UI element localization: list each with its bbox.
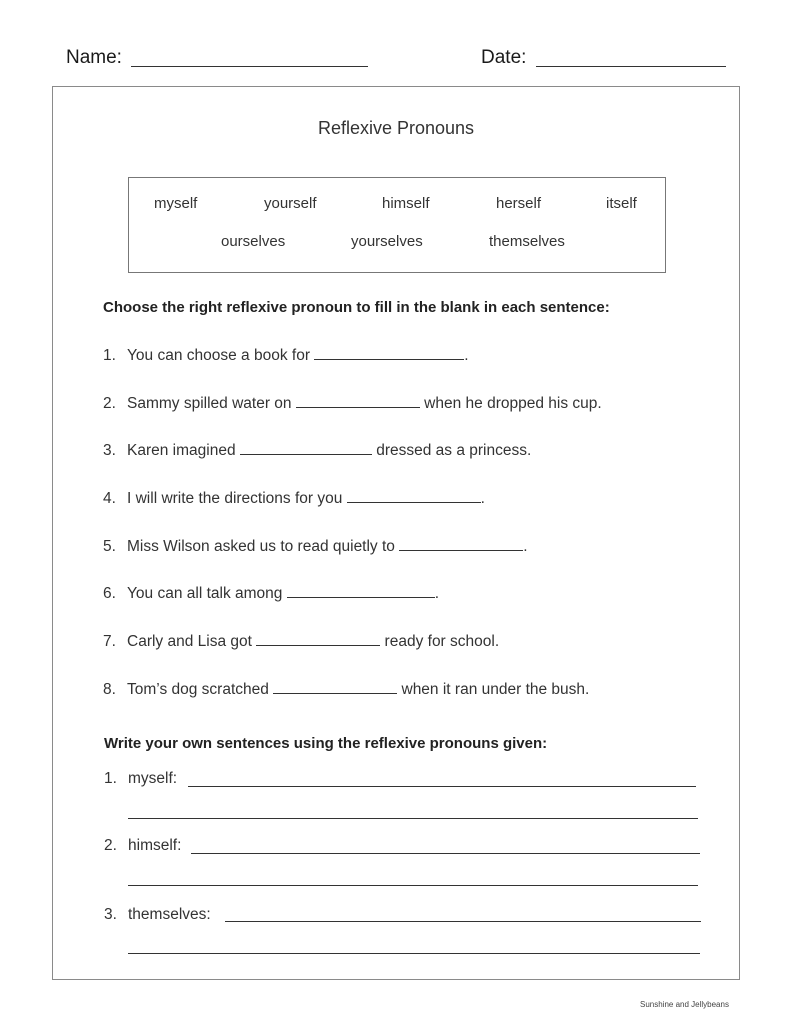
answer-blank[interactable]	[399, 536, 523, 551]
question-text-end: .	[480, 490, 485, 507]
writing-label: himself:	[128, 837, 182, 854]
writing-number: 1.	[104, 770, 117, 787]
question-text-end: ready for school.	[380, 633, 500, 650]
question-text-end: .	[464, 347, 469, 364]
question-7	[103, 631, 499, 651]
answer-blank[interactable]	[347, 488, 481, 503]
answer-blank[interactable]	[256, 631, 380, 646]
writing-label: myself:	[128, 770, 178, 787]
writing-line[interactable]	[225, 921, 701, 922]
question-text: Karen imagined	[127, 442, 236, 459]
question-number: 2.	[103, 395, 116, 412]
writing-line[interactable]	[191, 853, 700, 854]
name-field[interactable]	[131, 66, 368, 67]
question-text-end: when he dropped his cup.	[419, 395, 602, 412]
question-number: 5.	[103, 538, 116, 555]
word-bank-item: ourselves	[221, 233, 286, 250]
question-text: Miss Wilson asked us to read quietly to	[127, 538, 395, 555]
question-number: 6.	[103, 585, 116, 602]
word-bank-item: himself	[382, 195, 430, 212]
question-6	[103, 583, 439, 603]
question-number: 8.	[103, 681, 116, 698]
answer-blank[interactable]	[296, 393, 420, 408]
writing-number: 3.	[104, 906, 117, 923]
word-bank-item: themselves	[489, 233, 565, 250]
word-bank	[128, 177, 666, 273]
word-bank-item: yourselves	[351, 233, 423, 250]
word-bank-item: yourself	[264, 195, 317, 212]
part2-instructions: Write your own sentences using the reflexive pronouns given:	[104, 735, 548, 752]
question-text-end: .	[523, 538, 528, 555]
question-text: You can all talk among	[127, 585, 283, 602]
question-text-end: .	[434, 585, 440, 602]
question-4	[103, 488, 485, 508]
question-text: Sammy spilled water on	[127, 395, 292, 412]
footer-credit: Sunshine and Jellybeans	[640, 1000, 729, 1009]
question-text: Tom’s dog scratched	[127, 681, 269, 698]
writing-line[interactable]	[128, 885, 698, 886]
word-bank-item: myself	[154, 195, 198, 212]
question-2	[103, 393, 602, 413]
part1-instructions: Choose the right reflexive pronoun to fill in the blank in each sentence:	[103, 299, 610, 316]
date-label: Date:	[481, 47, 527, 68]
question-8	[103, 679, 589, 699]
writing-line[interactable]	[128, 953, 700, 954]
writing-label: themselves:	[128, 906, 211, 923]
question-number: 1.	[103, 347, 116, 364]
question-text: You can choose a book for	[127, 347, 310, 364]
question-number: 7.	[103, 633, 116, 650]
worksheet-title: Reflexive Pronouns	[317, 118, 475, 138]
question-number: 3.	[103, 442, 116, 459]
date-field[interactable]	[536, 66, 726, 67]
question-text-end: dressed as a princess.	[371, 442, 532, 459]
answer-blank[interactable]	[240, 440, 372, 455]
word-bank-item: herself	[496, 195, 542, 212]
question-1	[103, 345, 469, 365]
writing-line[interactable]	[128, 818, 698, 819]
word-bank-item: itself	[606, 195, 637, 212]
answer-blank[interactable]	[287, 583, 435, 598]
question-3	[103, 440, 531, 460]
question-text: Carly and Lisa got	[127, 633, 257, 650]
answer-blank[interactable]	[273, 679, 397, 694]
question-5	[103, 536, 528, 556]
answer-blank[interactable]	[314, 345, 464, 360]
question-number: 4.	[103, 490, 116, 507]
name-label: Name:	[66, 47, 122, 68]
question-text: I will write the directions for you	[127, 490, 343, 507]
question-text-end: when it ran under the bush.	[397, 681, 590, 698]
writing-number: 2.	[104, 837, 117, 854]
writing-line[interactable]	[188, 786, 696, 787]
